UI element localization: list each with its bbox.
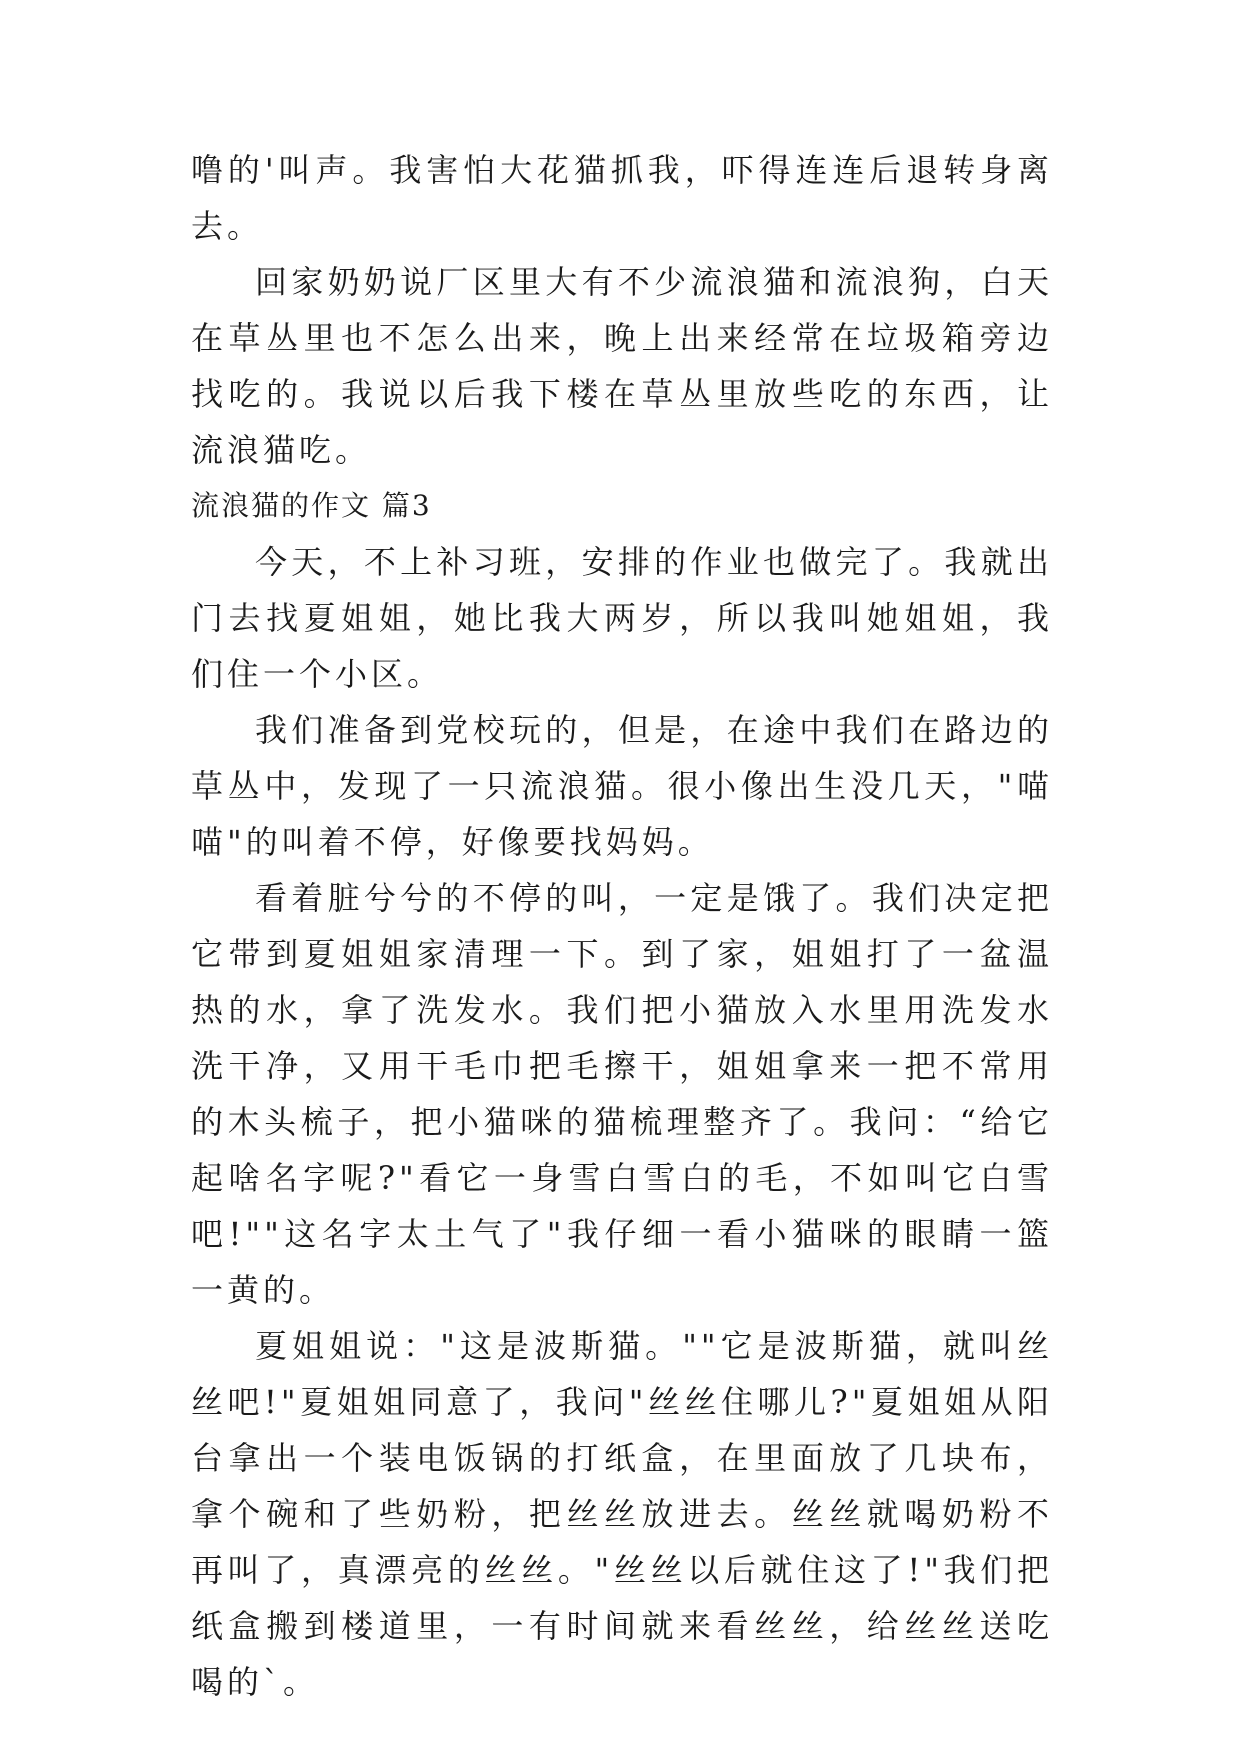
section-title: 流浪猫的作文 篇3 — [191, 489, 432, 522]
document-body — [191, 142, 1053, 1710]
paragraph: 看着脏兮兮的不停的叫，一定是饿了。我们决定把它带到夏姐姐家清理一下。到了家，姐姐打了一盆温热的水，拿了洗发水。我们把小猫放入水里用洗发水洗干净，又用干毛巾把毛擦干，姐姐拿来一把不常用的木头梳子，把小猫咪的猫梳理整齐了。我问：“给它起啥名字呢?"看它一身雪白雪白的毛，不如叫它白雪吧!""这名字太土气了"我仔细一看小猫咪的眼睛一篮一黄的。 — [191, 879, 1053, 1309]
paragraph: 回家奶奶说厂区里大有不少流浪猫和流浪狗，白天在草丛里也不怎么出来，晚上出来经常在垃圾箱旁边找吃的。我说以后我下楼在草丛里放些吃的东西，让流浪猫吃。 — [191, 263, 1053, 469]
paragraph: 今天，不上补习班，安排的作业也做完了。我就出门去找夏姐姐，她比我大两岁，所以我叫她姐姐，我们住一个小区。 — [191, 543, 1053, 693]
paragraph: 我们准备到党校玩的，但是，在途中我们在路边的草丛中，发现了一只流浪猫。很小像出生没几天，"喵喵"的叫着不停，好像要找妈妈。 — [191, 711, 1053, 861]
paragraph-continued: 噜的'叫声。我害怕大花猫抓我，吓得连连后退转身离去。 — [191, 151, 1053, 245]
paragraph: 夏姐姐说："这是波斯猫。""它是波斯猫，就叫丝丝吧!"夏姐姐同意了，我问"丝丝住哪儿?"夏姐姐从阳台拿出一个装电饭锅的打纸盒，在里面放了几块布，拿个碗和了些奶粉，把丝丝放进去。丝丝就喝奶粉不再叫了，真漂亮的丝丝。"丝丝以后就住这了!"我们把纸盒搬到楼道里，一有时间就来看丝丝，给丝丝送吃喝的`。 — [191, 1327, 1053, 1701]
